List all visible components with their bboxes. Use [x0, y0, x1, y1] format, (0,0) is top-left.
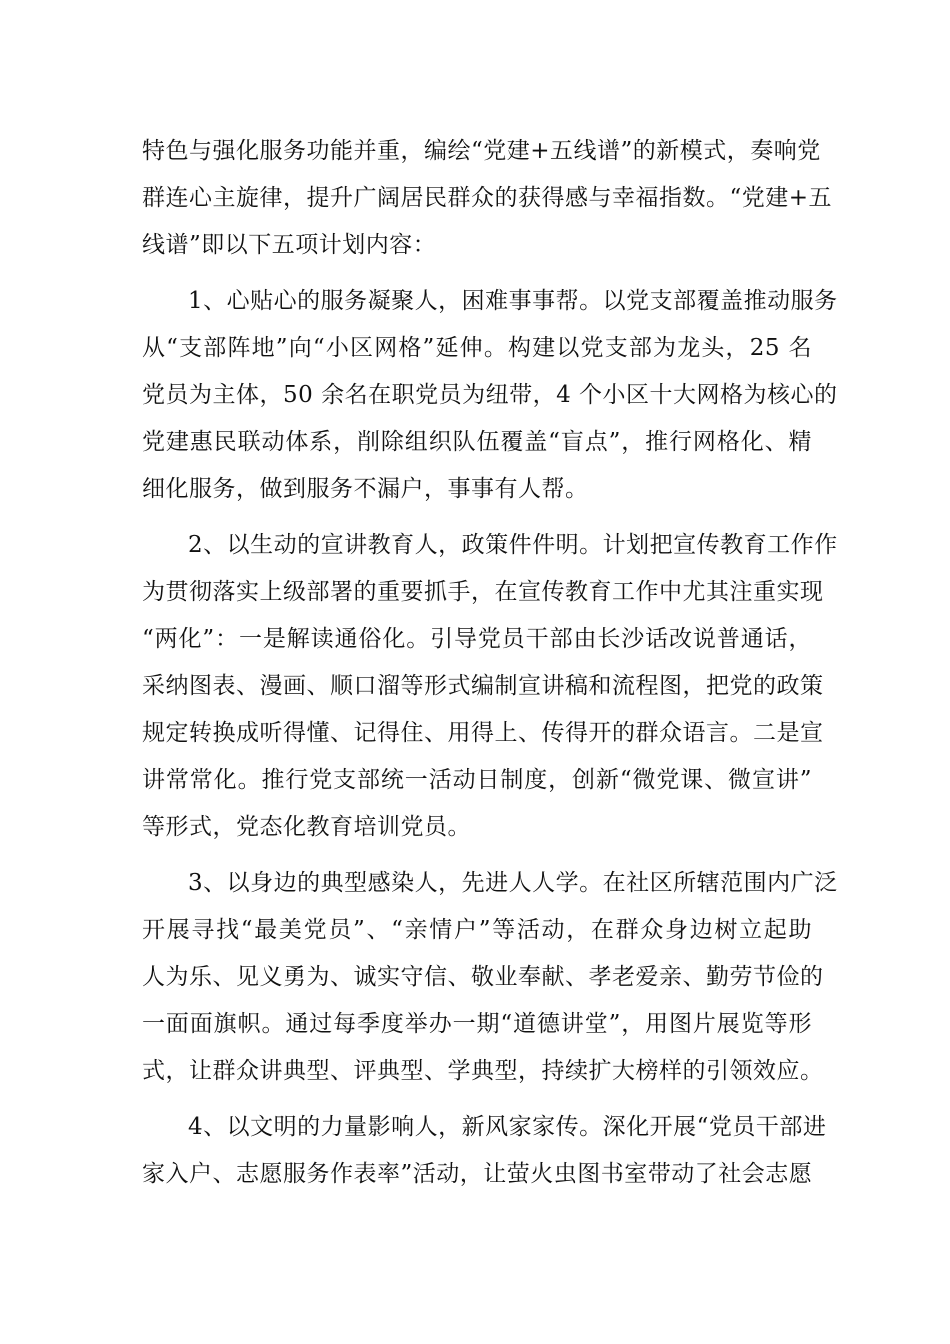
text-line: 党建惠民联动体系，削除组织队伍覆盖“盲点”，推行网格化、精 [142, 429, 812, 455]
text-line: 1、心贴心的服务凝聚人，困难事事帮。以党支部覆盖推动服务 [188, 288, 838, 314]
text-line: 特色与强化服务功能并重，编绘“党建+五线谱”的新模式，奏响党 [142, 138, 821, 164]
text-line: 细化服务，做到服务不漏户，事事有人帮。 [142, 476, 589, 502]
text-line: 从“支部阵地”向“小区网格”延伸。构建以党支部为龙头，25 名 [142, 335, 812, 361]
paragraph-item-1 [142, 278, 838, 513]
text-line: 开展寻找“最美党员”、“亲情户”等活动，在群众身边树立起助 [142, 917, 812, 943]
text-line: 2、以生动的宣讲教育人，政策件件明。计划把宣传教育工作作 [188, 532, 838, 558]
paragraph-item-4 [142, 1104, 827, 1198]
text-line: 等形式，党态化教育培训党员。 [142, 814, 471, 840]
paragraph-item-2 [142, 522, 838, 851]
text-line: 线谱”即以下五项计划内容： [142, 232, 437, 258]
document-body [142, 128, 838, 1207]
text-line: 为贯彻落实上级部署的重要抓手，在宣传教育工作中尤其注重实现 [142, 579, 824, 605]
text-line: 4、以文明的力量影响人，新风家家传。深化开展“党员干部进 [188, 1114, 827, 1140]
text-line: 群连心主旋律，提升广阔居民群众的获得感与幸福指数。“党建+五 [142, 185, 833, 211]
paragraph-item-3 [142, 860, 838, 1095]
text-line: 一面面旗帜。通过每季度举办一期“道德讲堂”，用图片展览等形 [142, 1011, 812, 1037]
text-line: 采纳图表、漫画、顺口溜等形式编制宣讲稿和流程图，把党的政策 [142, 673, 824, 699]
text-line: 家入户、志愿服务作表率”活动，让萤火虫图书室带动了社会志愿 [142, 1161, 813, 1187]
paragraph-intro [142, 128, 833, 269]
text-line: 讲常常化。推行党支部统一活动日制度，创新“微党课、微宣讲” [142, 767, 812, 793]
text-line: 人为乐、见义勇为、诚实守信、敬业奉献、孝老爱亲、勤劳节俭的 [142, 964, 824, 990]
text-line: “两化”：一是解读通俗化。引导党员干部由长沙话改说普通话， [142, 626, 812, 652]
text-line: 党员为主体，50 余名在职党员为纽带，4 个小区十大网格为核心的 [142, 382, 838, 408]
text-line: 式，让群众讲典型、评典型、学典型，持续扩大榜样的引领效应。 [142, 1058, 824, 1084]
text-line: 3、以身边的典型感染人，先进人人学。在社区所辖范围内广泛 [188, 870, 838, 896]
text-line: 规定转换成听得懂、记得住、用得上、传得开的群众语言。二是宣 [142, 720, 824, 746]
